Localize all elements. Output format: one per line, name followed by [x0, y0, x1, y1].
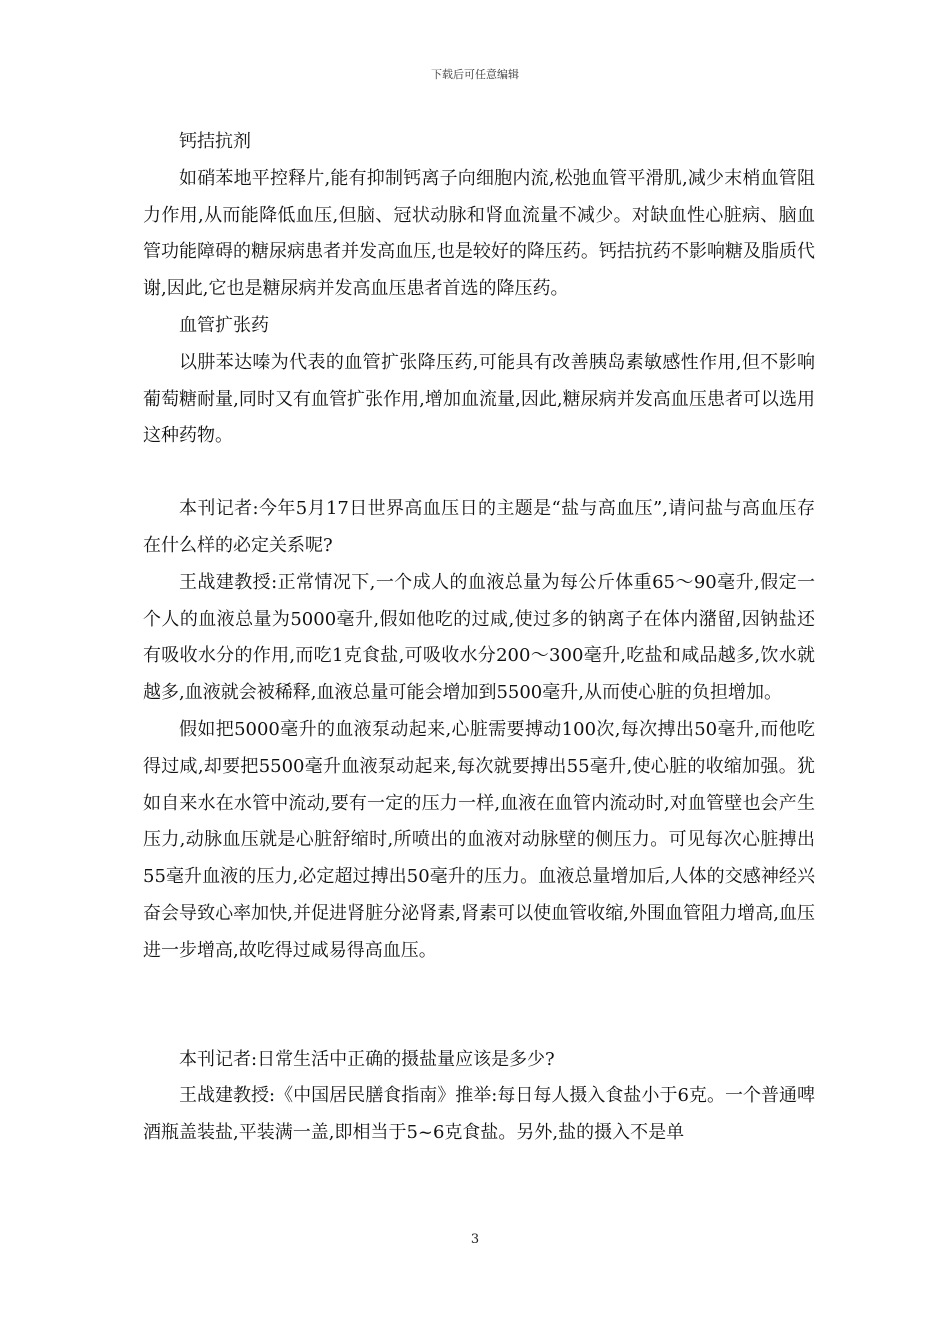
paragraph-spacer [143, 455, 815, 491]
page-header-note: 下载后可任意编辑 [431, 68, 519, 81]
page-number: 3 [470, 1232, 480, 1247]
interview-answer-salt-blood-volume: 王战建教授:正常情况下,一个成人的血液总量为每公斤体重65～90毫升,假定一个人的血液总量为5000毫升,假如他吃的过咸,使过多的钠离子在体内潴留,因钠盐还有吸收水分的作用,而吃1克食盐,可吸收水分200～300毫升,吃盐和咸品越多,饮水就越多,血液就会被稀释,血液总量可能会增加到5500毫升,从而使心脏的负担增加。 [143, 571, 815, 704]
section-heading-vasodilator: 血管扩张药 [179, 314, 269, 336]
paragraph-calcium-antagonist: 如硝苯地平控释片,能有抑制钙离子向细胞内流,松弛血管平滑肌,减少末梢血管阻力作用,从而能降低血压,但脑、冠状动脉和肾血流量不减少。对缺血性心脏病、脑血管功能障碍的糖尿病患者并发高血压,也是较好的降压药。钙拮抗药不影响糖及脂质代谢,因此,它也是糖尿病并发高血压患者首选的降压药。 [143, 167, 815, 300]
section-heading-calcium-antagonist: 钙拮抗剂 [179, 131, 251, 152]
interview-question-salt-hypertension: 本刊记者:今年5月17日世界高血压日的主题是“盐与高血压”,请问盐与高血压存在什么样的必定关系呢? [143, 498, 815, 556]
interview-answer-salt-intake: 王战建教授:《中国居民膳食指南》推举:每日每人摄入食盐小于6克。一个普通啤酒瓶盖装盐,平装满一盖,即相当于5~6克食盐。另外,盐的摄入不是单 [143, 1085, 815, 1144]
interview-question-salt-intake: 本刊记者:日常生活中正确的摄盐量应该是多少? [179, 1048, 555, 1070]
paragraph-vasodilator: 以肼苯达嗪为代表的血管扩张降压药,可能具有改善胰岛素敏感性作用,但不影响葡萄糖耐量,同时又有血管扩张作用,增加血流量,因此,糖尿病并发高血压患者可以选用这种药物。 [143, 351, 815, 447]
document-body [143, 124, 815, 1152]
paragraph-spacer [143, 970, 815, 1042]
interview-answer-salt-heart-pressure: 假如把5000毫升的血液泵动起来,心脏需要搏动100次,每次搏出50毫升,而他吃得过咸,却要把5500毫升血液泵动起来,每次就要搏出55毫升,使心脏的收缩加强。犹如自来水在水管中流动,要有一定的压力一样,血液在血管内流动时,对血管壁也会产生压力,动脉血压就是心脏舒缩时,所喷出的血液对动脉壁的侧压力。可见每次心脏搏出55毫升血液的压力,必定超过搏出50毫升的压力。血液总量增加后,人体的交感神经兴奋会导致心率加快,并促进肾脏分泌肾素,肾素可以使血管收缩,外围血管阻力增高,血压进一步增高,故吃得过咸易得高血压。 [143, 718, 815, 961]
